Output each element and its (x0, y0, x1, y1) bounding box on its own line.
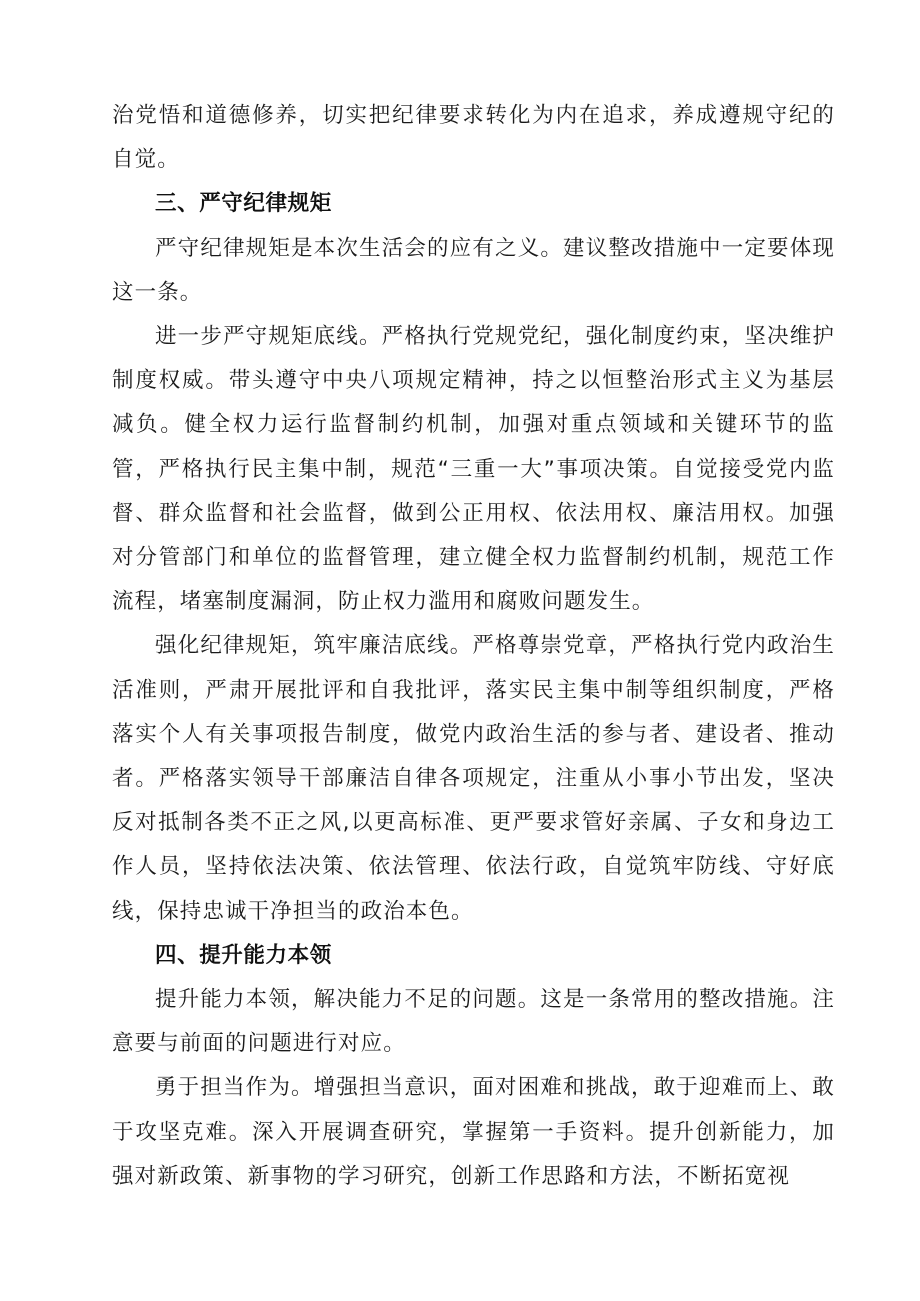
paragraph-continuation: 治党悟和道德修养，切实把纪律要求转化为内在追求，养成遵规守纪的自觉。 (112, 103, 835, 173)
document-page (112, 94, 835, 1199)
paragraph-intro-capability: 提升能力本领，解决能力不足的问题。这是一条常用的整改措施。注意要与前面的问题进行对应。 (112, 987, 835, 1057)
paragraph-take-responsibility: 勇于担当作为。增强担当意识，面对困难和挑战，敢于迎难而上、敢于攻坚克难。深入开展调查研究，掌握第一手资料。提升创新能力，加强对新政策、新事物的学习研究，创新工作思路和方法，不断拓宽视 (112, 1075, 835, 1189)
paragraph-rules-bottom-line: 进一步严守规矩底线。严格执行党规党纪，强化制度约束，坚决维护制度权威。带头遵守中央八项规定精神，持之以恒整治形式主义为基层减负。健全权力运行监督制约机制，加强对重点领域和关键环节的监管，严格执行民主集中制，规范“三重一大”事项决策。自觉接受党内监督、群众监督和社会监督，做到公正用权、依法用权、廉洁用权。加强对分管部门和单位的监督管理，建立健全权力监督制约机制，规范工作流程，堵塞制度漏洞，防止权力滥用和腐败问题发生。 (112, 324, 835, 615)
paragraph-integrity-bottom-line: 强化纪律规矩，筑牢廉洁底线。严格尊崇党章，严格执行党内政治生活准则，严肃开展批评和自我批评，落实民主集中制等组织制度，严格落实个人有关事项报告制度，做党内政治生活的参与者、建设者、推动者。严格落实领导干部廉洁自律各项规定，注重从小事小节出发，坚决反对抵制各类不正之风,以更高标准、更严要求管好亲属、子女和身边工作人员，坚持依法决策、依法管理、依法行政，自觉筑牢防线、守好底线，保持忠诚干净担当的政治本色。 (112, 633, 835, 924)
section-heading-4: 四、提升能力本领 (155, 942, 332, 968)
section-heading-3: 三、严守纪律规矩 (155, 191, 332, 217)
paragraph-intro-discipline: 严守纪律规矩是本次生活会的应有之义。建议整改措施中一定要体现这一条。 (112, 235, 835, 305)
